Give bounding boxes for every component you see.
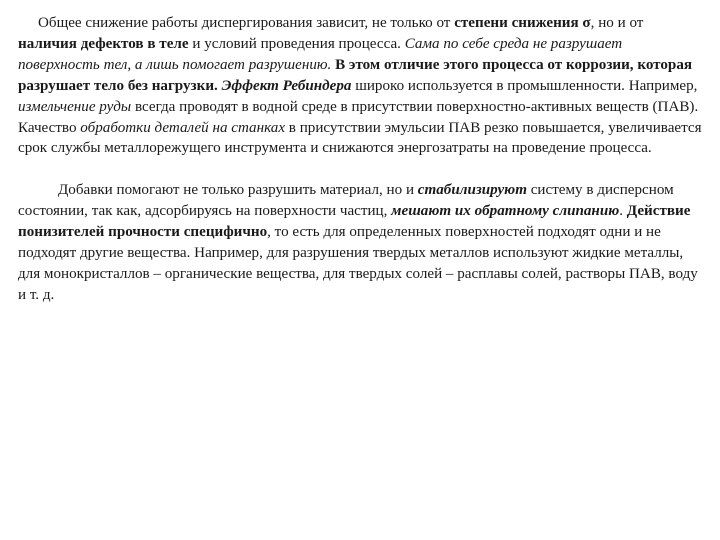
text-run: , но и от: [590, 15, 644, 31]
paragraph-additives: [18, 180, 706, 305]
bold-sentence-corrosion: В этом отличие этого процесса от коррозии, которая разрушает тело без нагрузки.: [18, 56, 693, 94]
bold-italic-term-stabilize: стабилизируют: [417, 182, 527, 199]
italic-term-machining: обработки деталей на станках: [80, 119, 286, 136]
document-page: [18, 13, 706, 306]
bold-italic-term-rebinder: Эффект Ребиндера: [221, 77, 352, 94]
text-run: в присутствии эмульсии ПАВ резко повышается, увеличивается срок службы металлорежущего инструмента и снижаются энергозатраты на проведение процесса.: [18, 119, 702, 157]
text-run: систему в дисперсном состоянии, так как, адсорбируясь на поверхности частиц,: [18, 182, 674, 220]
italic-sentence-medium: Сама по себе среда не разрушает поверхность тел, а лишь помогает разрушению.: [18, 35, 623, 73]
text-run: Добавки помогают не только разрушить материал, но и: [58, 182, 418, 199]
text-run: , то есть для определенных поверхностей подходят одни и не подходят другие вещества. Например, для разрушения твердых металлов используют жидкие металлы, для монокристаллов – органические вещества, для твердых солей – расплавы солей, растворы ПАВ, воду и т. д.: [18, 224, 698, 303]
text-run: Общее снижение работы диспергирования зависит, не только от: [38, 15, 455, 31]
bold-italic-term-prevent-coagulation: мешают их обратному слипанию: [391, 203, 620, 220]
bold-sentence-specific-action: Действие понизителей прочности специфично: [18, 203, 691, 241]
text-run: .: [619, 203, 627, 220]
bold-term-sigma: степени снижения σ: [454, 15, 591, 31]
italic-term-ore-grinding: измельчение руды: [18, 98, 132, 115]
bold-term-defects: наличия дефектов в теле: [18, 35, 189, 52]
text-run: широко используется в промышленности. Например,: [351, 77, 698, 94]
text-run: всегда проводят в водной среде в присутствии поверхностно-активных веществ (ПАВ). Качество: [18, 98, 699, 136]
text-run: и условий проведения процесса.: [188, 35, 405, 52]
paragraph-rebinder-effect: [18, 13, 706, 159]
